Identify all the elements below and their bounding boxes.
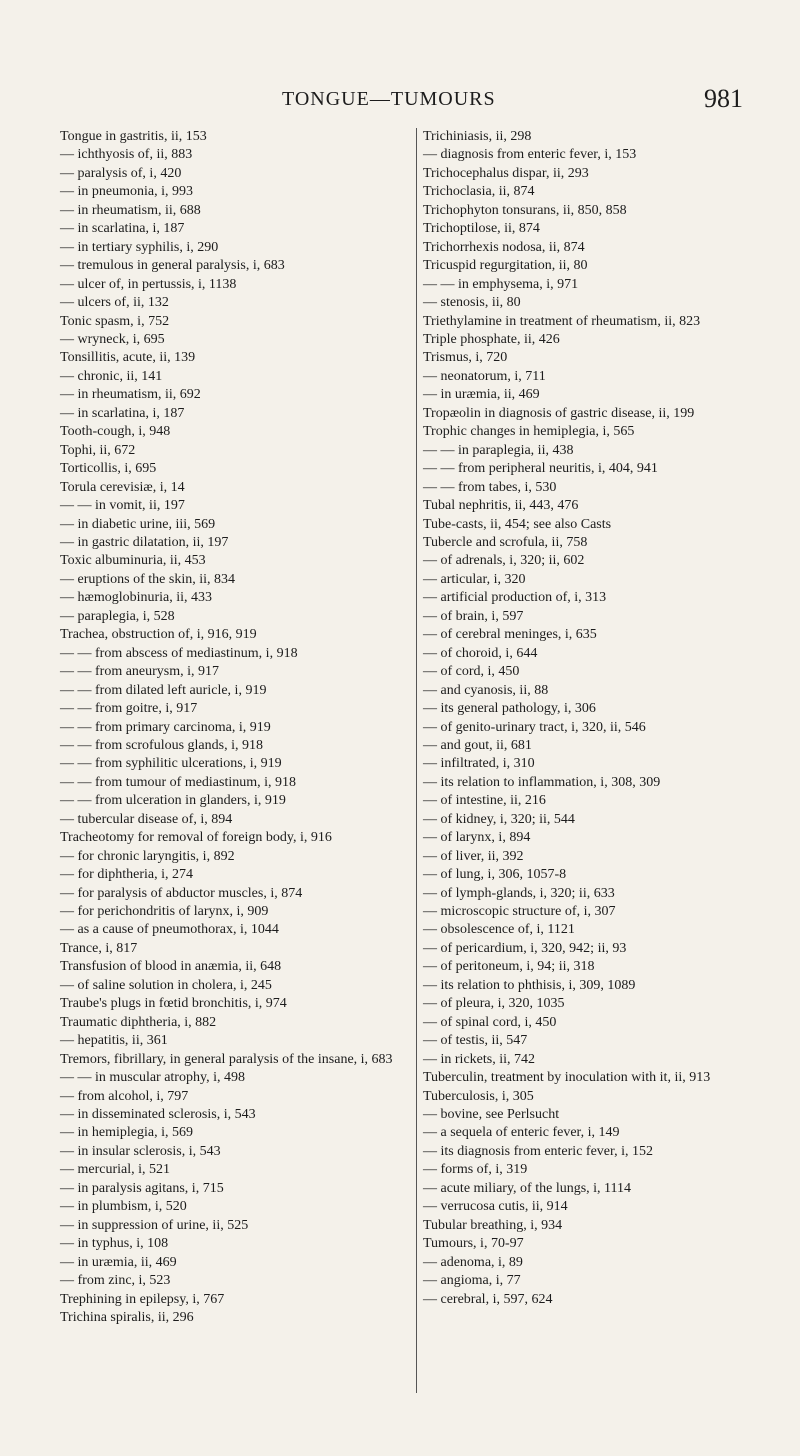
index-entry: — in rickets, ii, 742 [423,1051,535,1067]
index-entry: — forms of, i, 319 [423,1162,528,1178]
index-entry: — adenoma, i, 89 [423,1254,523,1270]
index-entry: — — in muscular atrophy, i, 498 [60,1070,245,1086]
index-entry: — — from scrofulous glands, i, 918 [60,737,263,753]
index-entry: Tooth-cough, i, 948 [60,424,171,440]
index-entry: Trichophyton tonsurans, ii, 850, 858 [423,202,627,218]
index-entry: — microscopic structure of, i, 307 [423,904,616,920]
index-entry: — — from syphilitic ulcerations, i, 919 [60,756,282,772]
index-entry: — its diagnosis from enteric fever, i, 152 [423,1143,653,1159]
index-entry: — a sequela of enteric fever, i, 149 [423,1125,620,1141]
index-entry: — — from primary carcinoma, i, 919 [60,719,271,735]
index-entry: — of choroid, i, 644 [423,645,538,661]
index-entry: Trichina spiralis, ii, 296 [60,1310,194,1325]
index-column-right [423,128,761,1309]
index-entry: Transfusion of blood in anæmia, ii, 648 [60,959,282,975]
index-entry: — in paralysis agitans, i, 715 [60,1180,224,1196]
index-entry: — of intestine, ii, 216 [423,793,546,809]
index-entry: — — in emphysema, i, 971 [423,276,579,292]
index-entry: — in diabetic urine, iii, 569 [60,516,216,532]
index-entry: Traumatic diphtheria, i, 882 [60,1014,217,1030]
index-entry: — — from ulceration in glanders, i, 919 [60,793,286,809]
index-entry: — angioma, i, 77 [423,1273,521,1289]
index-entry: — of spinal cord, i, 450 [423,1014,557,1030]
index-entry: — of adrenals, i, 320; ii, 602 [423,553,585,569]
index-entry: — and cyanosis, ii, 88 [423,682,549,698]
index-entry: — of peritoneum, i, 94; ii, 318 [423,959,595,975]
index-entry: — its relation to inflammation, i, 308, 309 [423,774,661,790]
index-entry: Torula cerevisiæ, i, 14 [60,479,185,495]
index-entry: — tubercular disease of, i, 894 [60,811,233,827]
index-entry: — of lung, i, 306, 1057-8 [423,867,567,883]
index-entry: Trachea, obstruction of, i, 916, 919 [60,627,257,643]
index-entry: — for chronic laryngitis, i, 892 [60,848,235,864]
index-entry: Tuberculin, treatment by inoculation with it, ii, 913 [423,1070,711,1086]
index-column-left [60,128,405,1327]
index-entry: — of lymph-glands, i, 320; ii, 633 [423,885,615,901]
index-entry: Tracheotomy for removal of foreign body, i, 916 [60,830,332,846]
index-entry: — artificial production of, i, 313 [423,590,607,606]
index-entry: — ulcer of, in pertussis, i, 1138 [60,276,237,292]
index-entry: — articular, i, 320 [423,571,526,587]
index-entry: — of cerebral meninges, i, 635 [423,627,597,643]
index-entry: — in uræmia, ii, 469 [423,387,540,403]
index-entry: — of testis, ii, 547 [423,1033,528,1049]
index-entry: — as a cause of pneumothorax, i, 1044 [60,922,279,938]
index-entry: — chronic, ii, 141 [60,368,163,384]
page-number: 981 [704,84,743,113]
index-entry: — for perichondritis of larynx, i, 909 [60,904,269,920]
index-entry: — in plumbism, i, 520 [60,1199,187,1215]
index-entry: — bovine, see Perlsucht [423,1107,560,1123]
index-entry: — wryneck, i, 695 [60,331,165,347]
index-entry: — in pneumonia, i, 993 [60,184,193,200]
index-entry: — in typhus, i, 108 [60,1236,169,1252]
index-entry: — in suppression of urine, ii, 525 [60,1217,249,1233]
index-entry: Tubal nephritis, ii, 443, 476 [423,498,579,514]
index-entry: Trophic changes in hemiplegia, i, 565 [423,424,635,440]
index-entry: — of pleura, i, 320, 1035 [423,996,565,1012]
index-entry: — and gout, ii, 681 [423,737,532,753]
index-entry: Trephining in epilepsy, i, 767 [60,1291,225,1307]
index-entry: — of kidney, i, 320; ii, 544 [423,811,575,827]
index-entry: — — in paraplegia, ii, 438 [423,442,574,458]
index-entry: Torticollis, i, 695 [60,461,157,477]
index-entry: — stenosis, ii, 80 [423,295,521,311]
index-entry: — obsolescence of, i, 1121 [423,922,575,938]
index-entry: — of larynx, i, 894 [423,830,531,846]
index-entry: — verrucosa cutis, ii, 914 [423,1199,568,1215]
index-entry: Tophi, ii, 672 [60,442,136,458]
index-entry: — hepatitis, ii, 361 [60,1033,168,1049]
index-entry: — for diphtheria, i, 274 [60,867,193,883]
index-entry: — in insular sclerosis, i, 543 [60,1143,221,1159]
index-entry: — — from aneurysm, i, 917 [60,664,220,680]
index-entry: Trichorrhexis nodosa, ii, 874 [423,239,585,255]
index-entry: — in rheumatism, ii, 692 [60,387,201,403]
index-entry: — in hemiplegia, i, 569 [60,1125,193,1141]
index-entry: — in rheumatism, ii, 688 [60,202,201,218]
index-entry: — infiltrated, i, 310 [423,756,535,772]
index-entry: Tropæolin in diagnosis of gastric disease, ii, 199 [423,405,695,421]
index-entry: — paralysis of, i, 420 [60,165,182,181]
index-entry: — of genito-urinary tract, i, 320, ii, 546 [423,719,646,735]
index-entry: Trismus, i, 720 [423,350,508,366]
index-entry: — mercurial, i, 521 [60,1162,171,1178]
running-title: TONGUE—TUMOURS [282,88,496,110]
index-entry: — of brain, i, 597 [423,608,524,624]
index-entry: — — from dilated left auricle, i, 919 [60,682,267,698]
column-divider [416,128,417,1393]
index-entry: — of liver, ii, 392 [423,848,524,864]
index-entry: — for paralysis of abductor muscles, i, 874 [60,885,303,901]
index-entry: — diagnosis from enteric fever, i, 153 [423,147,637,163]
index-entry: — — from tabes, i, 530 [423,479,557,495]
index-entry: Tricuspid regurgitation, ii, 80 [423,258,588,274]
index-entry: — neonatorum, i, 711 [423,368,546,384]
index-entry: — tremulous in general paralysis, i, 683 [60,258,285,274]
index-entry: Tuberculosis, i, 305 [423,1088,534,1104]
index-entry: — — from abscess of mediastinum, i, 918 [60,645,298,661]
index-entry: Triethylamine in treatment of rheumatism, ii, 823 [423,313,701,329]
index-entry: — hæmoglobinuria, ii, 433 [60,590,213,606]
index-entry: Tremors, fibrillary, in general paralysis of the insane, i, 683 [60,1051,393,1067]
index-entry: — from zinc, i, 523 [60,1273,171,1289]
page-header [0,84,800,118]
index-entry: Trance, i, 817 [60,940,138,956]
index-entry: Traube's plugs in fœtid bronchitis, i, 974 [60,996,287,1012]
index-entry: Triple phosphate, ii, 426 [423,331,560,347]
index-entry: Trichoclasia, ii, 874 [423,184,535,200]
index-entry: — — in vomit, ii, 197 [60,498,185,514]
index-entry: — of pericardium, i, 320, 942; ii, 93 [423,940,627,956]
index-entry: Trichoptilose, ii, 874 [423,221,540,237]
index-entry: — in scarlatina, i, 187 [60,221,185,237]
index-entry: — in uræmia, ii, 469 [60,1254,177,1270]
index-entry: — of saline solution in cholera, i, 245 [60,977,272,993]
index-entry: — — from tumour of mediastinum, i, 918 [60,774,297,790]
index-entry: Tonic spasm, i, 752 [60,313,170,329]
index-entry: — ulcers of, ii, 132 [60,295,169,311]
index-entry: — acute miliary, of the lungs, i, 1114 [423,1180,632,1196]
index-entry: — — from peripheral neuritis, i, 404, 941 [423,461,658,477]
index-entry: — in disseminated sclerosis, i, 543 [60,1107,256,1123]
index-entry: — cerebral, i, 597, 624 [423,1291,553,1307]
index-entry: Trichocephalus dispar, ii, 293 [423,165,589,181]
index-entry: Tongue in gastritis, ii, 153 [60,129,207,144]
index-entry: — its general pathology, i, 306 [423,701,596,717]
index-entry: Toxic albuminuria, ii, 453 [60,553,206,569]
index-entry: Trichiniasis, ii, 298 [423,129,532,144]
index-entry: Tumours, i, 70-97 [423,1236,524,1252]
index-entry: — — from goitre, i, 917 [60,701,198,717]
index-entry: — eruptions of the skin, ii, 834 [60,571,235,587]
index-entry: Tubercle and scrofula, ii, 758 [423,534,588,550]
index-entry: — its relation to phthisis, i, 309, 1089 [423,977,636,993]
index-entry: Tubular breathing, i, 934 [423,1217,563,1233]
index-entry: — in gastric dilatation, ii, 197 [60,534,229,550]
index-entry: — from alcohol, i, 797 [60,1088,189,1104]
index-entry: — paraplegia, i, 528 [60,608,175,624]
index-entry: — ichthyosis of, ii, 883 [60,147,193,163]
index-entry: — of cord, i, 450 [423,664,520,680]
index-entry: — in scarlatina, i, 187 [60,405,185,421]
index-entry: Tube-casts, ii, 454; see also Casts [423,516,612,532]
index-entry: — in tertiary syphilis, i, 290 [60,239,219,255]
index-entry: Tonsillitis, acute, ii, 139 [60,350,196,366]
